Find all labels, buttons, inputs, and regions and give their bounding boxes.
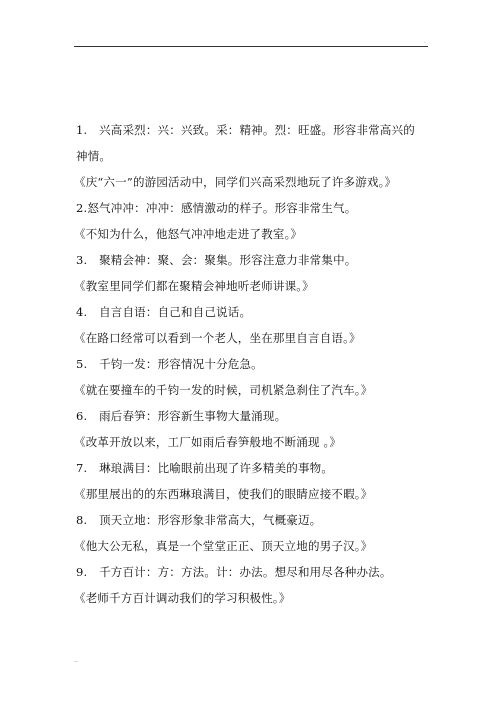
idiom-9-example: 《老师千方百计调动我们的学习积极性。》: [74, 591, 291, 605]
idiom-4-definition: 4. 自言自语：自己和自己说话。: [76, 305, 252, 319]
idiom-1-definition-cont: 神情。: [76, 149, 112, 163]
idiom-8-example: 《他大公无私，真是一个堂堂正正、顶天立地的男子汉。》: [74, 539, 373, 553]
idiom-5-example: 《就在要撞车的千钧一发的时候，司机紧急刹住了汽车。》: [74, 383, 373, 397]
idiom-8-definition: 8. 顶天立地：形容形象非常高大，气概豪迈。: [76, 513, 322, 527]
idiom-7-example: 《那里展出的的东西琳琅满目，使我们的眼睛应接不暇。》: [74, 487, 373, 501]
idiom-6-definition: 6. 雨后春笋：形容新生事物大量涌现。: [76, 409, 287, 423]
idiom-3-definition: 3. 聚精会神：聚、会：聚集。形容注意力非常集中。: [76, 253, 357, 267]
idiom-1-definition: 1. 兴高采烈：兴：兴致。采：精神。烈：旺盛。形容非常高兴的: [76, 123, 415, 137]
idiom-2-definition: 2.怒气冲冲：冲冲：感情激动的样子。形容非常生气。: [76, 201, 357, 215]
idiom-4-example: 《在路口经常可以看到一个老人，坐在那里自言自语。》: [74, 331, 361, 345]
header-rule: [74, 46, 428, 47]
idiom-5-definition: 5. 千钧一发：形容情况十分危急。: [76, 357, 263, 371]
header-mark: .: [424, 38, 426, 45]
footer-mark: ..: [74, 657, 78, 664]
idiom-3-example: 《教室里同学们都在聚精会神地听老师讲课。》: [74, 279, 314, 293]
idiom-6-example: 《改革开放以来，工厂如雨后春笋般地不断涌现 。》: [74, 435, 342, 449]
idiom-9-definition: 9. 千方百计：方：方法。计：办法。想尽和用尽各种办法。: [76, 565, 392, 579]
idiom-7-definition: 7. 琳琅满目：比喻眼前出现了许多精美的事物。: [76, 461, 334, 475]
idiom-1-example: 《庆“六一”的游园活动中，同学们兴高采烈地玩了许多游戏。》: [74, 175, 397, 189]
idiom-list: [76, 117, 428, 611]
idiom-2-example: 《不知为什么，他怒气冲冲地走进了教室。》: [74, 227, 303, 241]
